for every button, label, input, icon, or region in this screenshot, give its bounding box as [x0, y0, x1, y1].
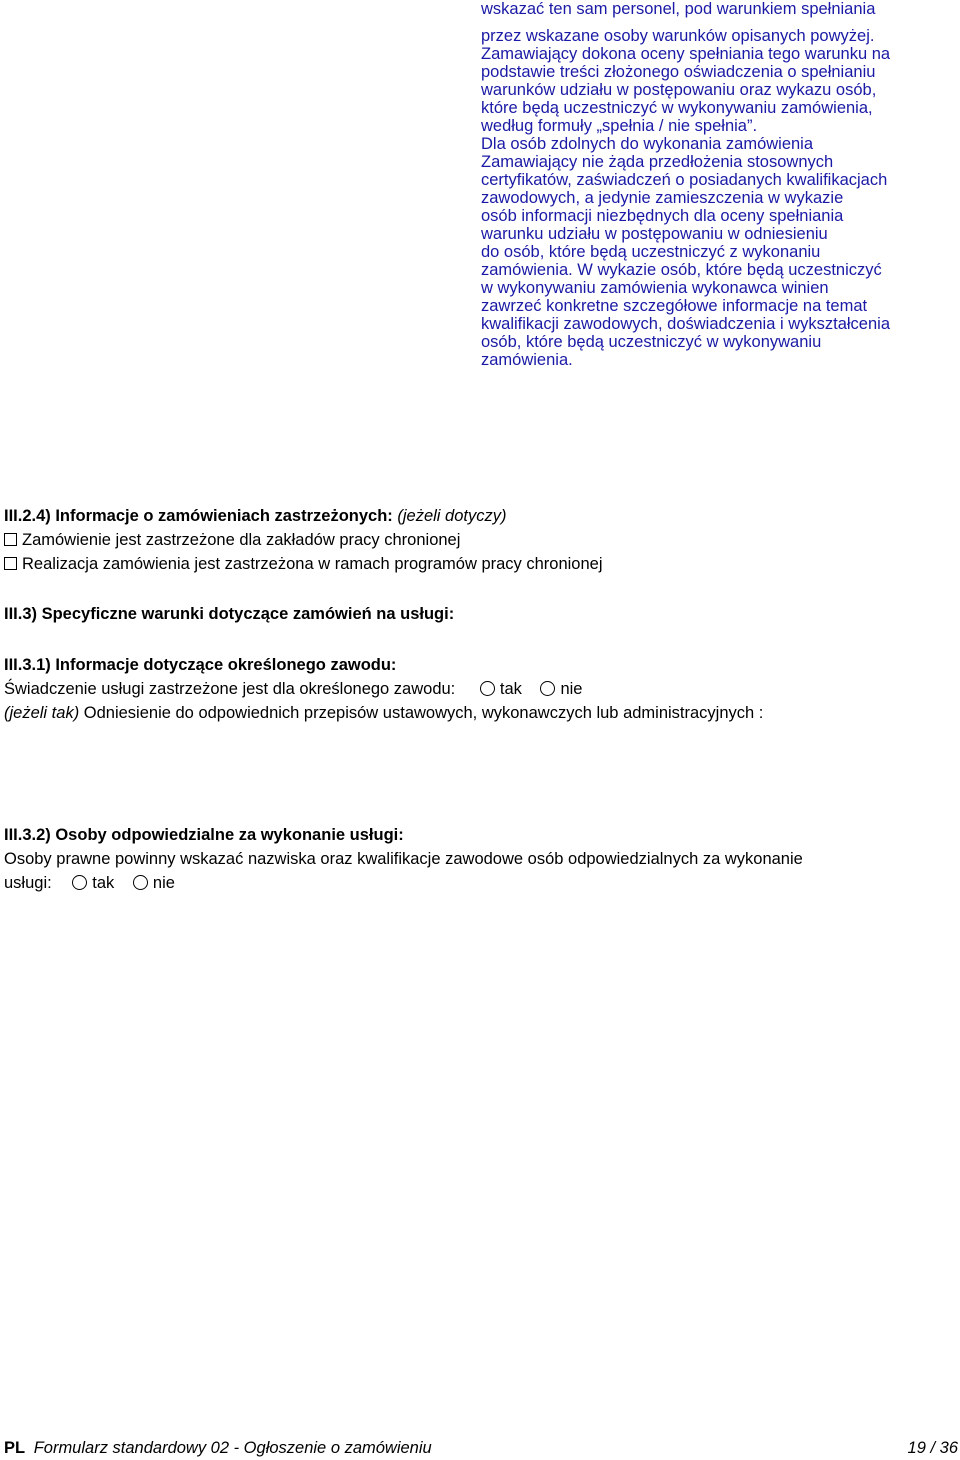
checkbox-sheltered-programmes[interactable]	[4, 557, 17, 570]
footer-page-number: 19 / 36	[907, 1439, 958, 1457]
radio-staff-no[interactable]	[133, 875, 148, 890]
option-label-sheltered-programmes: Realizacja zamówienia jest zastrzeżona w ramach programów pracy chronionej	[22, 555, 603, 573]
footer-language: PL	[4, 1439, 26, 1457]
section-heading-note: (jeżeli dotyczy)	[397, 507, 507, 525]
profession-note-condition: (jeżeli tak)	[4, 704, 80, 722]
option-label-sheltered-workshops: Zamówienie jest zastrzeżone dla zakładów pracy chronionej	[22, 531, 461, 549]
blue-text-paragraph: przez wskazane osoby warunków opisanych powyżej. Zamawiający dokona oceny spełniania tego warunku na podstawie treści złożonego oświadczenia o spełnianiu warunków udziału w postępowaniu oraz wykazu osób, które będą uczestniczyć w wykonywaniu zamówienia, według formuły „spełnia / nie spełnia”. Dla osób zdolnych do wykonania zamówienia Zamawiający nie żąda przedłożenia stosownych certyfikatów, zaświadczeń o posiadanych kwalifikacjach zawodowych, a jedynie zamieszczenia w wykazie osób informacji niezbędnych dla oceny spełniania warunku udziału w postępowaniu w odniesieniu do osób, które będą uczestniczyć z wykonaniu zamówienia. W wykazie osób, które będą uczestniczyć w wykonywaniu zamówienia wykonawca winien zawrzeć konkretne szczegółowe informacje na temat kwalifikacji zawodowych, doświadczenia i wykształcenia osób, które będą uczestniczyć w wykonywaniu zamówienia.	[481, 27, 891, 369]
section-heading-iii-3-2: III.3.2) Osoby odpowiedzialne za wykonanie usługi:	[4, 826, 404, 844]
section-iii-3-1	[4, 653, 763, 725]
profession-note-text: Odniesienie do odpowiednich przepisów ustawowych, wykonawczych lub administracyjnych :	[83, 704, 764, 722]
radio-label-staff-yes: tak	[92, 874, 115, 892]
radio-label-profession-yes: tak	[499, 680, 522, 698]
blue-text-first-line: wskazać ten sam personel, pod warunkiem spełniania	[481, 0, 876, 18]
section-iii-2-4	[4, 504, 603, 576]
option-sheltered-programmes	[4, 552, 603, 576]
profession-question-row	[4, 677, 763, 701]
profession-question: Świadczenie usługi zastrzeżone jest dla określonego zawodu:	[4, 680, 456, 698]
page-footer	[4, 1436, 958, 1460]
section-iii-3-2	[4, 823, 803, 895]
profession-note-row	[4, 701, 763, 725]
blue-text-block	[481, 0, 960, 369]
section-heading-iii-3: III.3) Specyficzne warunki dotyczące zamówień na usługi:	[4, 605, 455, 623]
footer-form-title: Formularz standardowy 02 - Ogłoszenie o zamówieniu	[33, 1439, 432, 1457]
staff-question-line1: Osoby prawne powinny wskazać nazwiska oraz kwalifikacje zawodowe osób odpowiedzialnych za wykonanie	[4, 850, 803, 868]
radio-profession-no[interactable]	[540, 681, 555, 696]
checkbox-sheltered-workshops[interactable]	[4, 533, 17, 546]
staff-question-line2: usługi:	[4, 874, 52, 892]
radio-staff-yes[interactable]	[72, 875, 87, 890]
staff-question-row	[4, 871, 803, 895]
section-iii-3	[4, 602, 454, 626]
radio-profession-yes[interactable]	[480, 681, 495, 696]
option-sheltered-workshops	[4, 528, 603, 552]
radio-label-profession-no: nie	[560, 680, 583, 698]
section-heading-iii-3-1: III.3.1) Informacje dotyczące określonego zawodu:	[4, 656, 397, 674]
radio-label-staff-no: nie	[152, 874, 175, 892]
section-heading-iii-2-4: III.2.4) Informacje o zamówieniach zastrzeżonych:	[4, 507, 393, 525]
